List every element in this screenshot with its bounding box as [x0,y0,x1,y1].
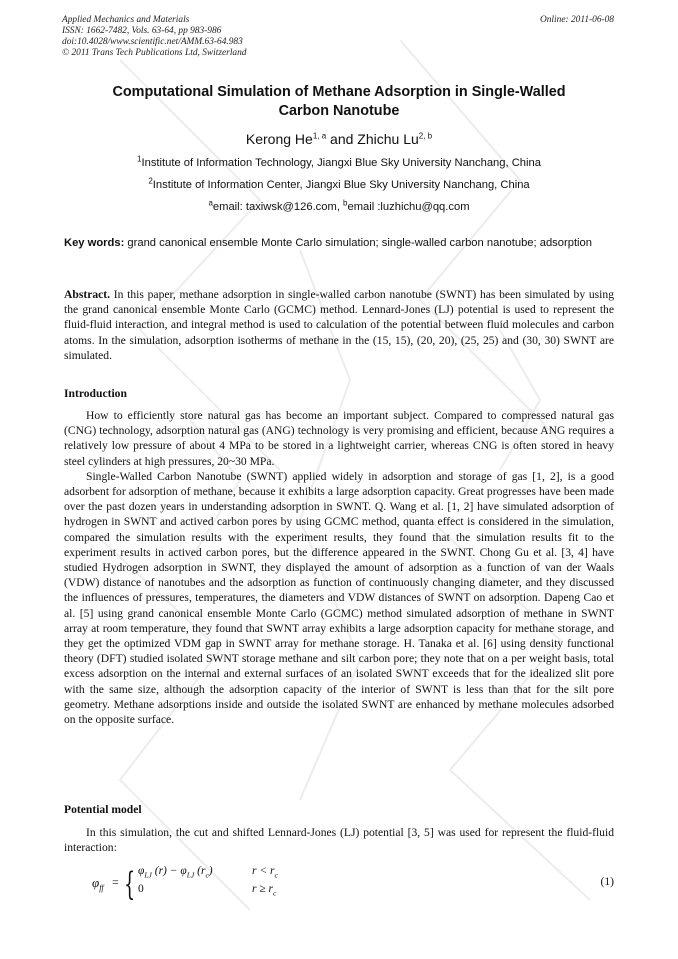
journal-name: Applied Mechanics and Materials [62,15,190,25]
journal-metadata [62,15,247,59]
keywords [64,235,616,251]
equation-case-1: $\varphi_{LJ}$ $(r) - \varphi_{LJ}$ $(r_c)$ [138,865,213,880]
abstract-label: Abstract. [64,288,111,301]
equation-brace: { [124,865,136,903]
affiliation-2-superscript: 2 [148,176,153,186]
equation-case-2-condition: $r \ge r_c$ [252,883,277,898]
email-a: email: taxiwsk@126.com, [212,201,344,213]
potential-model-body [64,825,614,855]
affiliation-2 [0,176,678,191]
equation-1 [92,866,614,902]
title-line-1: Computational Simulation of Methane Adsorption in Single-Walled [112,84,566,100]
equation-equals: = [112,875,119,889]
introduction-paragraph-1: How to efficiently store natural gas has become an important subject. Compared to compressed natural gas (CNG) technology, adsorption natural gas (ANG) technology is very promising and efficient, because ANG requires a relatively low pressure of about 4 MPa to be stored in a lightweight carrier, whereas CNG is often stored in heavy steel cylinders at high pressures, 20~30 MPa. [64,409,614,468]
author-line [0,131,678,147]
author-conjunction: and [326,131,358,147]
email-b-superscript: b [343,198,348,208]
paper-title [70,83,608,121]
affiliation-1-text: Institute of Information Technology, Jiangxi Blue Sky University Nanchang, China [141,157,541,169]
doi-line: doi:10.4028/www.scientific.net/AMM.63-64.983 [62,37,243,47]
author-1-superscript: 1, a [312,131,327,141]
abstract [64,287,614,363]
abstract-text: In this paper, methane adsorption in single-walled carbon nanotube (SWNT) has been simulated by using the grand canonical ensemble Monte Carlo (GCMC) method. Lennard-Jones (LJ) potential is used to represent the fluid-fluid interaction, and integral method is used to calculation of the potential between fluid molecules and carbon atoms. In the simulation, adsorption isotherms of methane in the (15, 15), (20, 20), (25, 25) and (30, 30) SWNT are simulated. [64,288,614,362]
copyright-line: © 2011 Trans Tech Publications Ltd, Switzerland [62,48,247,58]
potential-paragraph-1: In this simulation, the cut and shifted Lennard-Jones (LJ) potential [3, 5] was used for represent the fluid-fluid interaction: [64,826,614,855]
introduction-body [64,408,614,727]
email-b: email :luzhichu@qq.com [347,201,470,213]
email-line [0,198,678,213]
affiliation-1-superscript: 1 [137,154,142,164]
introduction-paragraph-2: Single-Walled Carbon Nanotube (SWNT) applied widely in adsorption and storage of gas [1, 2], is a good adsorbent for adsorption of methane, because it exhibits a large adsorption capacity. Great progresses have been made over the past dozen years in understanding adsorption in SWNT. Q. Wang et al. [1, 2] have simulated adsorption of hydrogen in SWNT and actived carbon pores by using GCMC method, quanta effect is considered in the simulation, compared the simulation results with the experiment results, they found that the simulation results fit to the experiment results in actived carbon pores, but the difference appeared in the SWNT. Chong Gu et al. [3, 4] have studied Hydrogen adsorption in SWNT, they displayed the amount of adsorption as a function of van der Waals (VDW) distance of nanotubes and the adsorption as function of continuously changing diameter, and they discussed the influences of pressures, temperatures, the diameters and VDW distances of SWNT on adsorption. Dapeng Cao et al. [5] using grand canonical ensemble Monte Carlo (GCMC) method simulated adsorption of methane in SWNT array at room temperature, they found that SWNT array exhibits a large adsorption capacity for methane storage, and they get the optimized VDM gap in SWNT array for methane storage. H. Tanaka et al. [6] using density functional theory (DFT) studied isolated SWNT storage methane and silt carbon pore; they note that on a per weight basis, total excess adsorption on the internal and external surfaces of an isolated SWNT exceeds that for the idealized slit pore with the same size, although the adsorption capacity of the interior of SWNT is less than that for the silt pore geometry. Methane adsorptions inside and outside the isolated SWNT are enhanced by methane molecules adsorbed on the opposite surface. [64,469,614,727]
introduction-heading: Introduction [64,387,127,400]
author-2-superscript: 2, b [418,131,433,141]
email-a-superscript: a [208,198,213,208]
affiliation-1 [0,154,678,169]
equation-case-1-condition: $r < r_c$ [252,865,278,880]
online-date: Online: 2011-06-08 [539,15,614,25]
affiliation-2-text: Institute of Information Center, Jiangxi Blue Sky University Nanchang, China [152,179,530,191]
keywords-text: grand canonical ensemble Monte Carlo simulation; single-walled carbon nanotube; adsorption [124,237,592,249]
potential-model-heading: Potential model [64,803,142,816]
author-1: Kerong He [245,131,313,147]
equation-number: (1) [600,875,614,888]
equation-case-2: 0 [138,883,144,895]
keywords-label: Key words: [64,237,125,249]
equation-lhs: $\varphi_{ff}$ [92,875,104,893]
title-line-2: Carbon Nanotube [278,103,400,119]
author-2: Zhichu Lu [357,131,419,147]
issn-line: ISSN: 1662-7482, Vols. 63-64, pp 983-986 [62,26,222,36]
